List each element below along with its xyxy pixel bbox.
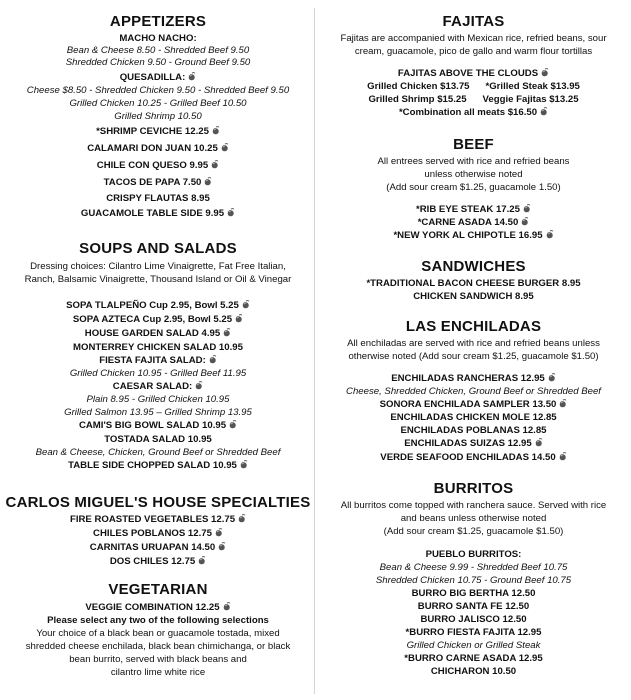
pepper-icon xyxy=(229,420,237,429)
menu-item-detail: Grilled Salmon 13.95 – Grilled Shrimp 13.95 xyxy=(64,407,252,418)
section-note: (Add sour cream $1.25, guacamole $1.50) xyxy=(383,526,564,537)
section-title-beef: BEEF xyxy=(453,136,494,153)
menu-item: FIESTA FAJITA SALAD: xyxy=(0,355,316,367)
menu-item: CRISPY FLAUTAS 8.95 xyxy=(106,193,210,204)
section-note: Fajitas are accompanied with Mexican rice, refried beans, sour xyxy=(340,33,607,44)
section-note: otherwise noted (Add sour cream $1.25, guacamole $1.50) xyxy=(348,351,599,362)
section-note: Please select any two of the following selections xyxy=(47,615,269,626)
pepper-icon xyxy=(238,514,246,523)
pepper-icon xyxy=(523,204,531,213)
menu-item-detail: Grilled Chicken or Grilled Steak xyxy=(406,640,541,651)
menu-item: ENCHILADAS CHICKEN MOLE 12.85 xyxy=(390,412,557,423)
menu-item: Grilled Shrimp $15.25 Veggie Fajitas $13.25 xyxy=(368,94,579,105)
section-note: Ranch, Balsamic Vinaigrette, Thousand Island or Oil & Vinegar xyxy=(24,274,292,285)
section-note: Your choice of a black bean or guacamole tostada, mixed xyxy=(36,628,280,639)
menu-item-detail: Shredded Chicken 9.50 - Ground Beef 9.50 xyxy=(65,57,251,68)
section-title-enchiladas: LAS ENCHILADAS xyxy=(405,318,542,335)
menu-item: MONTERREY CHICKEN SALAD 10.95 xyxy=(73,342,243,353)
menu-item: BURRO SANTA FE 12.50 xyxy=(417,601,530,612)
menu-item: FIRE ROASTED VEGETABLES 12.75 xyxy=(0,514,316,526)
menu-item: SONORA ENCHILADA SAMPLER 13.50 xyxy=(316,399,631,411)
menu-item: *RIB EYE STEAK 17.25 xyxy=(316,204,631,216)
menu-item: HOUSE GARDEN SALAD 4.95 xyxy=(0,328,316,340)
pepper-icon xyxy=(223,328,231,337)
pepper-icon xyxy=(535,438,543,447)
menu-item: *NEW YORK AL CHIPOTLE 16.95 xyxy=(316,230,631,242)
menu-item-detail: Bean & Cheese, Chicken, Ground Beef or Shredded Beef xyxy=(35,447,281,458)
menu-item-detail: Grilled Chicken 10.25 - Grilled Beef 10.50 xyxy=(69,98,247,109)
menu-item-detail: Shredded Chicken 10.75 - Ground Beef 10.75 xyxy=(375,575,572,586)
menu-item-detail: Bean & Cheese 9.99 - Shredded Beef 10.75 xyxy=(379,562,568,573)
menu-item: TACOS DE PAPA 7.50 xyxy=(0,177,316,189)
menu-item: VERDE SEAFOOD ENCHILADAS 14.50 xyxy=(316,452,631,464)
menu-item: SOPA TLALPEÑO Cup 2.95, Bowl 5.25 xyxy=(0,300,316,312)
menu-item: CHICKEN SANDWICH 8.95 xyxy=(413,291,534,302)
menu-item: CAMI'S BIG BOWL SALAD 10.95 xyxy=(0,420,316,432)
section-note: (Add sour cream $1.25, guacamole 1.50) xyxy=(386,182,561,193)
pepper-icon xyxy=(548,373,556,382)
section-note: cream, guacamole, pico de gallo and warm flour tortillas xyxy=(354,46,593,57)
section-note: bean burrito, served with black beans and xyxy=(69,654,247,665)
pepper-icon xyxy=(215,528,223,537)
menu-item: VEGGIE COMBINATION 12.25 xyxy=(0,602,316,614)
menu-item: *Combination all meats $16.50 xyxy=(316,107,631,119)
section-note: and beans unless otherwise noted xyxy=(400,513,547,524)
pepper-icon xyxy=(223,602,231,611)
section-note: shredded cheese enchilada, black bean chimichanga, or black xyxy=(25,641,291,652)
menu-item: Grilled Chicken $13.75 *Grilled Steak $13.95 xyxy=(367,81,580,92)
menu-item: DOS CHILES 12.75 xyxy=(0,556,316,568)
pepper-icon xyxy=(559,399,567,408)
menu-item-detail: Grilled Shrimp 10.50 xyxy=(114,111,202,122)
section-title-appetizers: APPETIZERS xyxy=(109,13,207,30)
pepper-icon xyxy=(204,177,212,186)
menu-item: GUACAMOLE TABLE SIDE 9.95 xyxy=(0,208,316,220)
menu-item: PUEBLO BURRITOS: xyxy=(425,549,522,560)
section-title-soups-salads: SOUPS AND SALADS xyxy=(79,240,237,257)
pepper-icon xyxy=(521,217,529,226)
menu-item: *CARNE ASADA 14.50 xyxy=(316,217,631,229)
menu-item: CARNITAS URUAPAN 14.50 xyxy=(0,542,316,554)
menu-item: *BURRO CARNE ASADA 12.95 xyxy=(404,653,543,664)
pepper-icon xyxy=(198,556,206,565)
menu-item: BURRO JALISCO 12.50 xyxy=(420,614,527,625)
menu-item: ENCHILADAS RANCHERAS 12.95 xyxy=(316,373,631,385)
section-note: cilantro lime white rice xyxy=(110,667,206,678)
pepper-icon xyxy=(242,300,250,309)
menu-item: ENCHILADAS SUIZAS 12.95 xyxy=(316,438,631,450)
pepper-icon xyxy=(541,68,549,77)
menu-item-detail: Bean & Cheese 8.50 - Shredded Beef 9.50 xyxy=(66,45,250,56)
menu-item: SOPA AZTECA Cup 2.95, Bowl 5.25 xyxy=(0,314,316,326)
section-title-house-specialties: CARLOS MIGUEL'S HOUSE SPECIALTIES xyxy=(5,494,311,511)
section-note: All entrees served with rice and refried beans xyxy=(377,156,570,167)
pepper-icon xyxy=(221,143,229,152)
section-title-burritos: BURRITOS xyxy=(433,480,514,497)
pepper-icon xyxy=(546,230,554,239)
menu-item: CALAMARI DON JUAN 10.25 xyxy=(0,143,316,155)
menu-item-detail: Grilled Chicken 10.95 - Grilled Beef 11.95 xyxy=(69,368,247,379)
pepper-icon xyxy=(227,208,235,217)
section-note: unless otherwise noted xyxy=(424,169,523,180)
menu-item: QUESADILLA: xyxy=(0,72,316,84)
menu-item: ENCHILADAS POBLANAS 12.85 xyxy=(400,425,547,436)
pepper-icon xyxy=(209,355,217,364)
menu-item: MACHO NACHO: xyxy=(119,33,197,44)
pepper-icon xyxy=(240,460,248,469)
menu-item: CAESAR SALAD: xyxy=(0,381,316,393)
menu-item: TABLE SIDE CHOPPED SALAD 10.95 xyxy=(0,460,316,472)
menu-item: BURRO BIG BERTHA 12.50 xyxy=(411,588,536,599)
menu-item: *SHRIMP CEVICHE 12.25 xyxy=(0,126,316,138)
section-title-fajitas: FAJITAS xyxy=(442,13,505,30)
pepper-icon xyxy=(188,72,196,81)
pepper-icon xyxy=(235,314,243,323)
pepper-icon xyxy=(540,107,548,116)
pepper-icon xyxy=(559,452,567,461)
pepper-icon xyxy=(211,160,219,169)
menu-item: TOSTADA SALAD 10.95 xyxy=(104,434,212,445)
pepper-icon xyxy=(218,542,226,551)
section-title-sandwiches: SANDWICHES xyxy=(421,258,526,275)
section-note: All burritos come topped with ranchera sauce. Served with rice xyxy=(340,500,607,511)
menu-item-detail: Plain 8.95 - Grilled Chicken 10.95 xyxy=(86,394,230,405)
menu-item-detail: Cheese, Shredded Chicken, Ground Beef or Shredded Beef xyxy=(346,386,601,397)
menu-item: FAJITAS ABOVE THE CLOUDS xyxy=(316,68,631,80)
section-title-vegetarian: VEGETARIAN xyxy=(108,581,208,598)
pepper-icon xyxy=(195,381,203,390)
section-note: All enchiladas are served with rice and refried beans unless xyxy=(347,338,600,349)
menu-item: *BURRO FIESTA FAJITA 12.95 xyxy=(405,627,542,638)
menu-item: *TRADITIONAL BACON CHEESE BURGER 8.95 xyxy=(366,278,581,289)
section-note: Dressing choices: Cilantro Lime Vinaigrette, Fat Free Italian, xyxy=(30,261,286,272)
menu-item: CHILES POBLANOS 12.75 xyxy=(0,528,316,540)
menu-item-detail: Cheese $8.50 - Shredded Chicken 9.50 - Shredded Beef 9.50 xyxy=(26,85,290,96)
menu-item: CHICHARON 10.50 xyxy=(430,666,517,677)
pepper-icon xyxy=(212,126,220,135)
menu-item: CHILE CON QUESO 9.95 xyxy=(0,160,316,172)
